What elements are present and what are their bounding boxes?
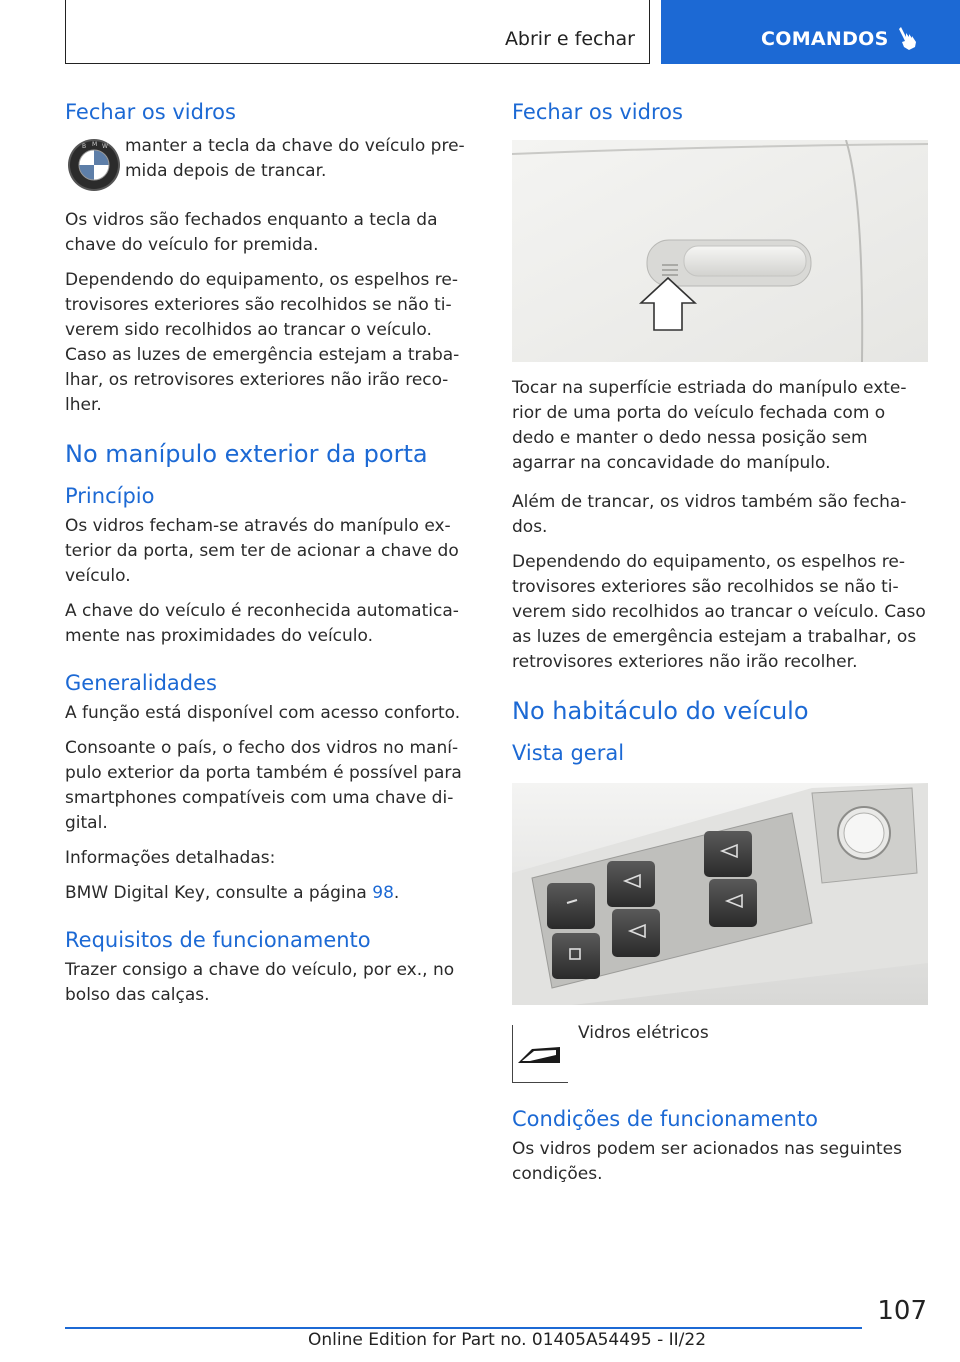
right-column (512, 100, 928, 1197)
bmw-key-icon (65, 134, 123, 192)
left-column (65, 100, 477, 1018)
heading-general: Generalidades (65, 671, 217, 695)
heading-close-windows-door: Fechar os vidros (512, 100, 683, 124)
door-paragraph-3: Dependendo do equipamento, os espelhos retrovisores exteriores são recolhidos se não tiverem sido recolhidos ao trancar o veículo. Caso as luzes de emergência estejam a trabalhar, os retrovisores exteriores não irão recolher. (512, 552, 926, 672)
svg-text:B: B (82, 143, 87, 150)
heading-operating-conditions: Condições de funcionamento (512, 1107, 819, 1131)
heading-cabin: No habitáculo do veículo (512, 697, 809, 725)
key-paragraph-1: Os vidros são fechados enquanto a tecla da chave do veículo for premida. (65, 210, 438, 255)
conditions-paragraph: Os vidros podem ser acionados nas seguintes condições. (512, 1139, 902, 1184)
header-section-box (65, 0, 650, 64)
page-link-98[interactable]: 98 (372, 883, 394, 903)
heading-exterior-handle: No manípulo exterior da porta (65, 440, 428, 468)
heading-principle: Princípio (65, 484, 155, 508)
principle-paragraph-2: A chave do veículo é reconhecida automaticamente nas proximidades do veículo. (65, 601, 459, 646)
key-paragraph-2: Dependendo do equipamento, os espelhos retrovisores exteriores são recolhidos se não tiverem sido recolhidos ao trancar o veículo. Caso as luzes de emergência estejam a trabalhar, os retrovisores exteriores não irão recolher. (65, 270, 460, 415)
general-paragraph-1: A função está disponível com acesso conforto. (65, 703, 461, 723)
window-switch-photo (512, 783, 928, 1005)
power-window-icon (512, 1025, 568, 1083)
general-paragraph-3: Informações detalhadas: (65, 848, 276, 868)
digital-key-ref-text: BMW Digital Key, consulte a página (65, 883, 373, 903)
footer-edition: Online Edition for Part no. 01405A54495 - II/22 (308, 1330, 707, 1350)
door-paragraph-1: Tocar na superfície estriada do manípulo exterior de uma porta do veículo fechada com o dedo e manter o dedo nessa posição sem agarrar na concavidade do manípulo. (512, 378, 907, 473)
window-legend (512, 1025, 928, 1083)
principle-paragraph-1: Os vidros fecham-se através do manípulo exterior da porta, sem ter de acionar a chave do veículo. (65, 516, 459, 586)
key-instruction (65, 134, 477, 194)
key-instruction-text: manter a tecla da chave do veículo premida depois de trancar. (125, 136, 465, 181)
heading-close-windows-key: Fechar os vidros (65, 100, 236, 124)
window-legend-label: Vidros elétricos (578, 1023, 709, 1043)
digital-key-ref-suffix: . (393, 883, 400, 903)
header-chapter-title: COMANDOS (761, 28, 889, 50)
hand-pointer-icon (897, 25, 919, 51)
page-number: 107 (877, 1296, 927, 1326)
general-paragraph-4 (65, 881, 477, 906)
door-paragraph-2: Além de trancar, os vidros também são fechados. (512, 492, 907, 537)
requirements-paragraph: Trazer consigo a chave do veículo, por ex., no bolso das calças. (65, 960, 455, 1005)
header-chapter-box (661, 0, 960, 64)
heading-overview: Vista geral (512, 741, 625, 765)
svg-text:M: M (92, 141, 98, 148)
svg-text:W: W (102, 143, 108, 150)
general-paragraph-2: Consoante o país, o fecho dos vidros no manípulo exterior da porta também é possível para smartphones compatíveis com uma chave digital. (65, 738, 462, 833)
header-section-title: Abrir e fechar (504, 28, 635, 50)
door-handle-photo (512, 140, 928, 362)
footer-divider (65, 1327, 862, 1329)
heading-requirements: Requisitos de funcionamento (65, 928, 371, 952)
